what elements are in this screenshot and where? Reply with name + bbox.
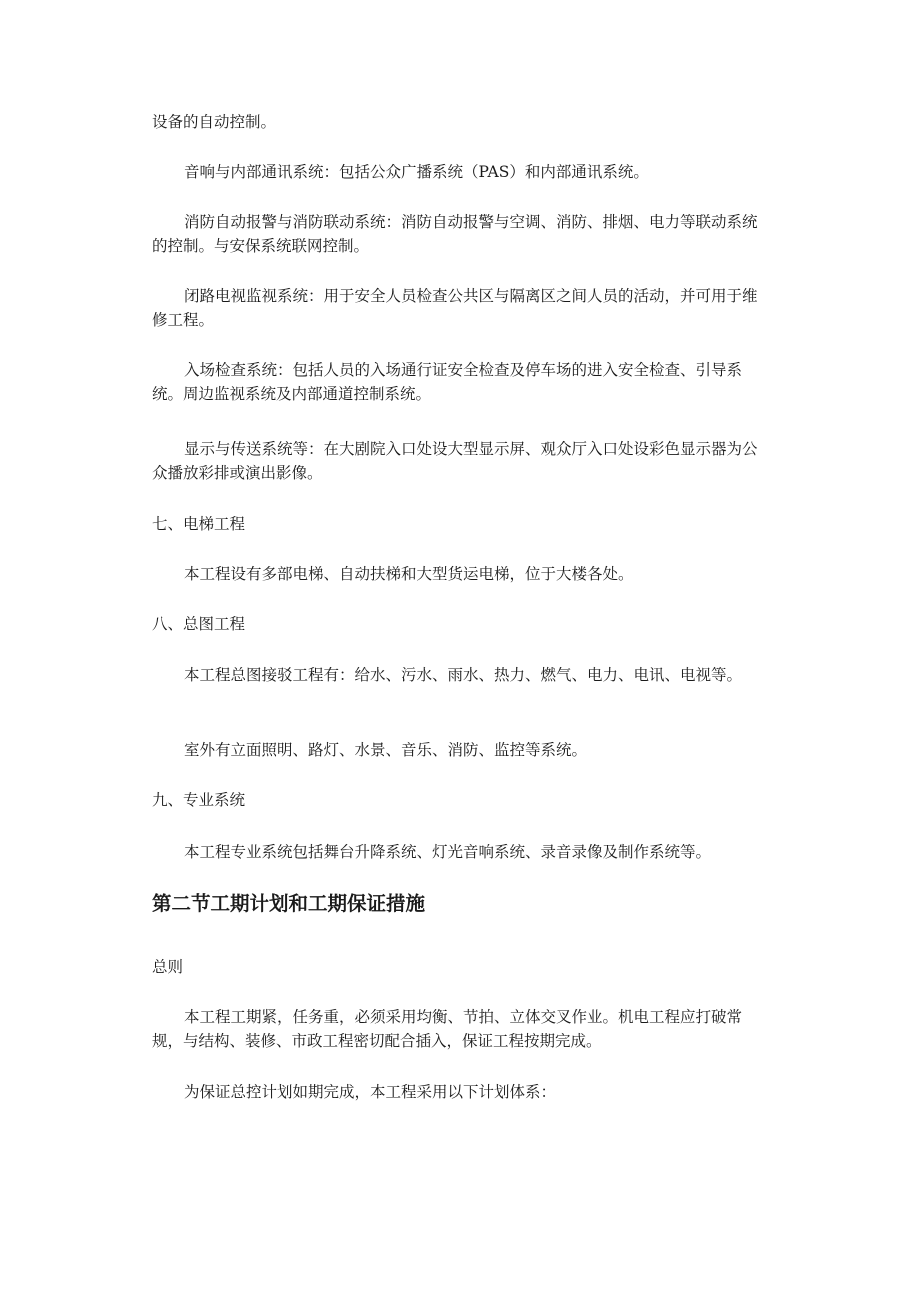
paragraph-plan-system: 为保证总控计划如期完成，本工程采用以下计划体系： [184, 1083, 557, 1101]
paragraph-outdoor-systems: 室外有立面照明、路灯、水景、音乐、消防、监控等系统。 [184, 741, 588, 759]
paragraph-fire-alarm: 消防自动报警与消防联动系统：消防自动报警与空调、消防、排烟、电力等联动系统的控制。与安保系统联网控制。 [152, 213, 758, 255]
paragraph-entry-check: 入场检查系统：包括人员的入场通行证安全检查及停车场的进入安全检查、引导系统。周边监视系统及内部通道控制系统。 [152, 361, 743, 403]
paragraph-cctv: 闭路电视监视系统：用于安全人员检查公共区与隔离区之间人员的活动，并可用于维修工程。 [152, 287, 758, 329]
paragraph-elevator: 本工程设有多部电梯、自动扶梯和大型货运电梯，位于大楼各处。 [184, 565, 634, 583]
heading-general: 总则 [152, 958, 184, 976]
paragraph-general: 本工程工期紧，任务重，必须采用均衡、节拍、立体交叉作业。机电工程应打破常规，与结构、装修、市政工程密切配合插入，保证工程按期完成。 [152, 1008, 743, 1050]
heading-special-systems: 九、专业系统 [152, 791, 246, 809]
paragraph-audio-system: 音响与内部通讯系统：包括公众广播系统（PAS）和内部通讯系统。 [184, 163, 649, 181]
heading-site-plan: 八、总图工程 [152, 615, 246, 633]
paragraph-display-system: 显示与传送系统等：在大剧院入口处设大型显示屏、观众厅入口处设彩色显示器为公众播放彩排或演出影像。 [152, 440, 758, 482]
paragraph-special-systems: 本工程专业系统包括舞台升降系统、灯光音响系统、录音录像及制作系统等。 [184, 843, 712, 861]
paragraph-continuation: 设备的自动控制。 [152, 113, 277, 131]
section-title-schedule: 第二节工期计划和工期保证措施 [152, 892, 426, 915]
heading-elevator: 七、电梯工程 [152, 515, 246, 533]
paragraph-site-connections: 本工程总图接驳工程有：给水、污水、雨水、热力、燃气、电力、电讯、电视等。 [184, 666, 743, 684]
